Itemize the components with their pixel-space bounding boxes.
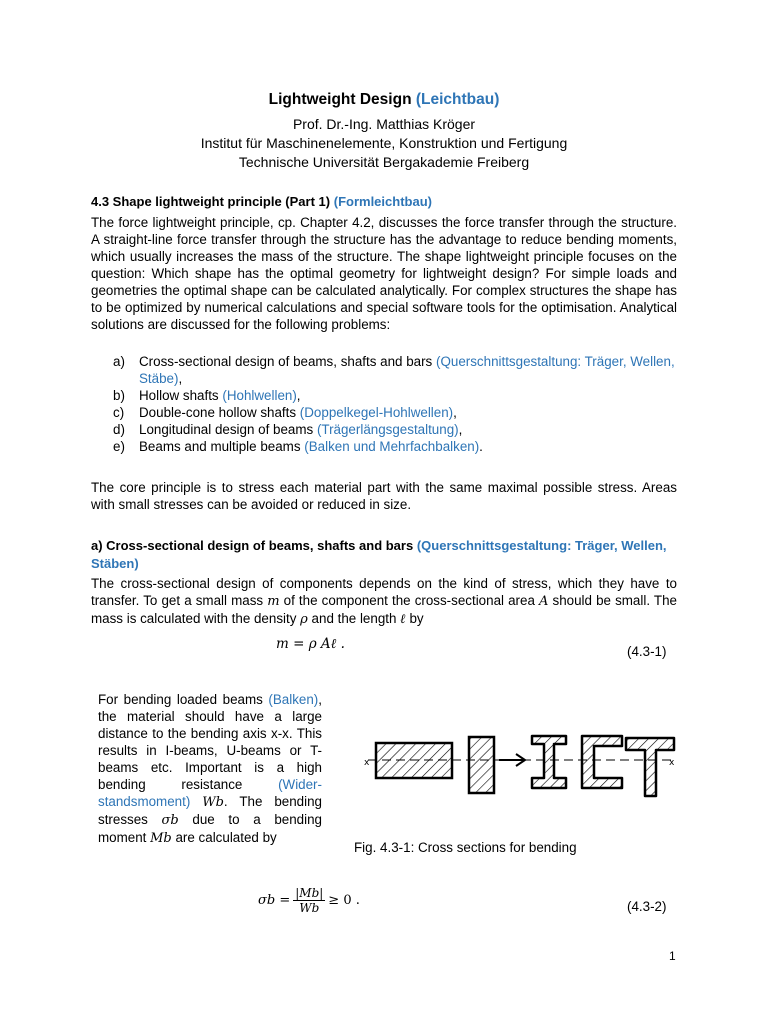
title-text: Lightweight Design — [268, 91, 412, 108]
symbol-rho: ρ — [300, 612, 308, 627]
author: Prof. Dr.-Ing. Matthias Kröger — [292, 116, 476, 132]
figure-caption: Fig. 4.3-1: Cross sections for bending — [354, 840, 577, 855]
eq2-numerator: |Mb| — [295, 886, 324, 900]
section-heading-text: 4.3 Shape lightweight principle (Part 1) — [91, 194, 331, 209]
equation-4-3-1: m = ρ Aℓ . — [276, 636, 345, 652]
symbol-A: A — [539, 594, 549, 609]
axis-label-left: x — [364, 758, 370, 768]
bending-paragraph — [98, 691, 322, 847]
list-item-german: (Trägerlängsgestaltung) — [316, 422, 459, 437]
list-item-text: Cross-sectional design of beams, shafts and bars — [139, 354, 433, 369]
list-item-german: (Hohlwellen) — [222, 388, 297, 403]
i-beam-section — [532, 736, 566, 788]
list-item — [113, 353, 678, 387]
cross-section-paragraph — [91, 575, 677, 628]
university: Technische Universität Bergakademie Freiberg — [238, 154, 530, 170]
list-item-label: c) — [113, 405, 125, 420]
list-item-german: (Doppelkegel-Hohlwellen) — [299, 405, 454, 420]
symbol-sigma-b: σb — [161, 813, 179, 828]
document-title — [0, 91, 768, 109]
equation-4-3-2 — [258, 886, 360, 915]
para-text: The cross-sectional design of components depends on the kind of stress, which they have to transfer. To get a small mass — [91, 576, 677, 608]
para-german: (Wider-standsmoment) — [98, 777, 322, 809]
u-beam-section — [582, 736, 622, 788]
para-text: , the material should have a large distance to the bending axis x-x. This results in I-beams, U-beams or T-beams etc. Important is a high bending resistance — [98, 692, 322, 792]
cross-sections-figure — [360, 700, 690, 810]
section-heading-german: (Formleichtbau) — [333, 194, 432, 209]
para-german: (Balken) — [268, 692, 319, 707]
list-item-end: , — [296, 388, 301, 403]
para-text: are calculated by — [175, 830, 277, 845]
rectangle-section — [376, 743, 452, 778]
symbol-Wb: Wb — [202, 795, 224, 810]
list-item-text: Double-cone hollow shafts — [139, 405, 297, 420]
list-item-text: Hollow shafts — [139, 388, 219, 403]
title-german: (Leichtbau) — [415, 91, 500, 108]
para-text: and the length — [311, 611, 397, 626]
section-heading — [91, 194, 432, 209]
eq2-rhs: ≥ 0 . — [328, 893, 360, 908]
symbol-l: ℓ — [400, 612, 406, 627]
list-item-german: (Balken und Mehrfachbalken) — [304, 439, 480, 454]
intro-paragraph: The force lightweight principle, cp. Chapter 4.2, discusses the force transfer through the structure. A straight-line force transfer through the structure has the advantage to reduce bending moments, which usually increases the mass of the structure. The shape lightweight principle focuses on the question: Which shape has the optimal geometry for lightweight design? For simple loads and geometries the optimal shape can be calculated analytically. For complex structures the shape has to be optimized by numerical calculations and special software tools for the optimisation. Analytical solutions are discussed for the following problems: — [91, 215, 677, 332]
list-item — [113, 387, 678, 404]
subsection-heading — [91, 537, 681, 573]
list-item — [113, 421, 678, 438]
t-beam-section — [626, 738, 674, 796]
list-item-end: , — [178, 371, 183, 386]
list-item-label: d) — [113, 422, 125, 437]
list-item-text: Longitudinal design of beams — [139, 422, 314, 437]
list-item — [113, 438, 678, 455]
institute: Institut für Maschinenelemente, Konstruktion und Fertigung — [200, 135, 568, 151]
axis-label-right: x — [669, 758, 675, 768]
eq2-lhs: σb = — [258, 893, 291, 908]
para-text: of the component the cross-sectional area — [283, 593, 535, 608]
list-item-label: a) — [113, 354, 125, 369]
list-item-german: (Querschnittsgestaltung: Träger, Wellen, Stäbe) — [139, 354, 675, 386]
page-number: 1 — [669, 949, 676, 963]
subsection-heading-german: (Querschnittsgestaltung: Träger, Wellen, Stäben) — [91, 538, 667, 571]
subsection-heading-text: a) Cross-sectional design of beams, shafts and bars — [91, 538, 414, 553]
symbol-m: m — [267, 594, 280, 609]
eq2-denominator: Wb — [299, 901, 320, 915]
list-item-end: , — [458, 422, 463, 437]
para-text: due to a bending moment — [98, 812, 322, 845]
list-item-label: e) — [113, 439, 125, 454]
list-item-text: Beams and multiple beams — [139, 439, 301, 454]
symbol-Mb: Mb — [150, 831, 172, 846]
list-item-end: , — [453, 405, 457, 420]
core-principle-paragraph: The core principle is to stress each material part with the same maximal possible stress. Areas with small stresses can be avoided or reduced in size. — [91, 480, 677, 512]
para-text: For bending loaded beams — [98, 692, 263, 707]
para-text: . The bending stresses — [98, 794, 322, 827]
list-item — [113, 404, 678, 421]
list-item-label: b) — [113, 388, 125, 403]
problem-list — [113, 353, 678, 455]
equation-number: (4.3-1) — [627, 644, 667, 659]
para-text: should be small. The mass is calculated with the density — [91, 593, 677, 626]
para-text: by — [409, 611, 424, 626]
equation-number: (4.3-2) — [627, 899, 667, 914]
tall-rectangle-section — [469, 737, 494, 793]
list-item-end: . — [479, 439, 483, 454]
eq2-fraction — [293, 886, 325, 915]
